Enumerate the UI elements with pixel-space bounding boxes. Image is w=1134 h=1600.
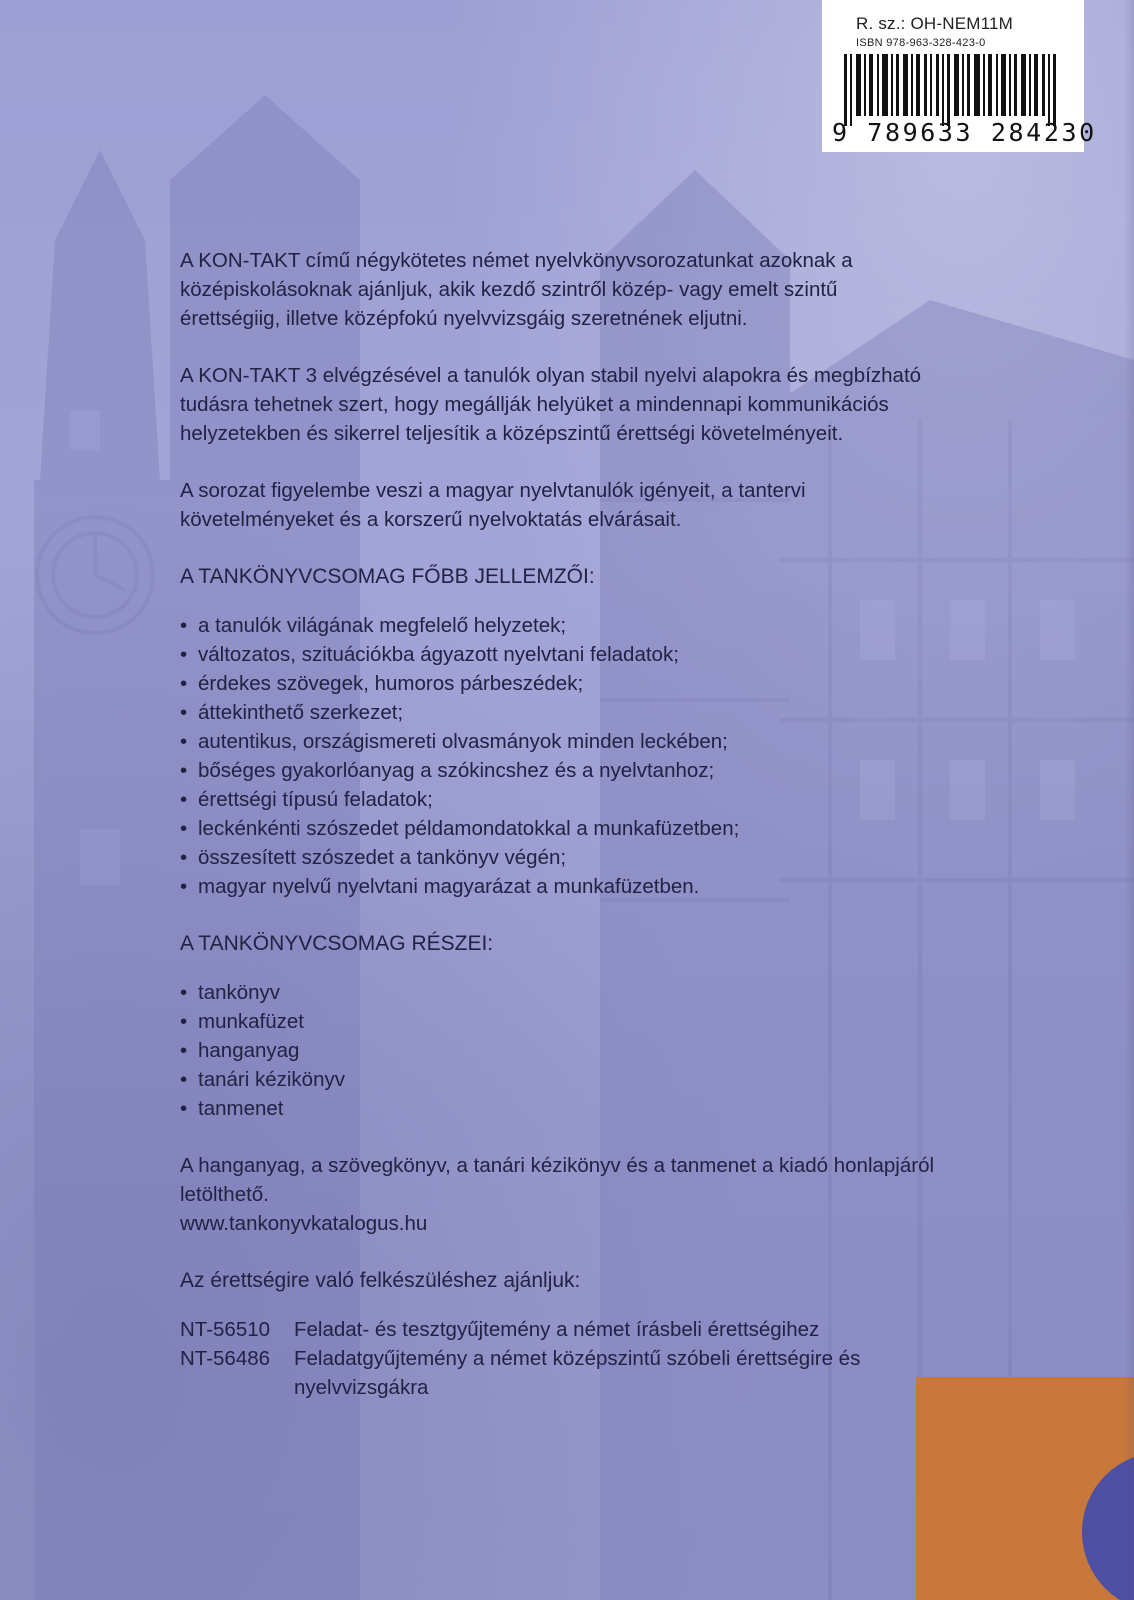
features-list-item: • érettségi típusú feladatok; (180, 785, 940, 814)
download-text: A hanganyag, a szövegkönyv, a tanári kézikönyv és a tanmenet a kiadó honlapjáról letölthető. (180, 1154, 935, 1206)
book-code: NT-56486 (180, 1347, 271, 1370)
description-text-block (180, 246, 940, 1402)
features-list-item: • összesített szószedet a tankönyv végén; (180, 843, 940, 872)
recommended-book (180, 1315, 940, 1344)
barcode-digits: 9 789633 284230 (832, 118, 1097, 147)
registry-number: R. sz.: OH-NEM11M (856, 14, 1014, 33)
series-paragraph: A sorozat figyelembe veszi a magyar nyelvtanulók igényeit, a tantervi követelményeket és a korszerű nyelvoktatás elvárásait. (180, 479, 806, 531)
features-list-item: • leckénkénti szószedet példamondatokkal a munkafüzetben; (180, 814, 940, 843)
barcode-label (822, 0, 1097, 152)
isbn-number: ISBN 978-963-328-423-0 (856, 37, 986, 49)
parts-list-item: • tanmenet (180, 1094, 940, 1123)
features-list-item: • változatos, szituációkba ágyazott nyelvtani feladatok; (180, 640, 940, 669)
website-link[interactable]: www.tankonyvkatalogus.hu (180, 1212, 428, 1235)
features-list-item: • bőséges gyakorlóanyag a szókincshez és a nyelvtanhoz; (180, 756, 940, 785)
page-edge-shadow (1124, 0, 1134, 1600)
features-list-item: • érdekes szövegek, humoros párbeszédek; (180, 669, 940, 698)
download-paragraph (180, 1151, 940, 1238)
barcode-bars (832, 54, 1074, 128)
features-list (180, 611, 940, 901)
parts-heading: A TANKÖNYVCSOMAG RÉSZEI: (180, 932, 494, 955)
parts-list-item: • tankönyv (180, 978, 940, 1007)
features-list-item: • áttekinthető szerkezet; (180, 698, 940, 727)
parts-list-item: • tanári kézikönyv (180, 1065, 940, 1094)
level-paragraph: A KON-TAKT 3 elvégzésével a tanulók olyan stabil nyelvi alapokra és megbízható tudásra tehetnek szert, hogy megállják helyüket a mindennapi kommunikációs helyzetekben és sikerrel teljesítik a középszintű érettségi követelményeit. (180, 364, 922, 445)
features-list-item: • autentikus, országismereti olvasmányok minden leckében; (180, 727, 940, 756)
book-title: Feladat- és tesztgyűjtemény a német írásbeli érettségihez (294, 1318, 820, 1341)
features-heading: A TANKÖNYVCSOMAG FŐBB JELLEMZŐI: (180, 565, 595, 588)
parts-list-item: • hanganyag (180, 1036, 940, 1065)
book-title: Feladatgyűjtemény a német középszintű szóbeli érettségire és nyelvvizsgákra (294, 1347, 861, 1399)
features-list-item: • magyar nyelvű nyelvtani magyarázat a munkafüzetben. (180, 872, 940, 901)
parts-list-item: • munkafüzet (180, 1007, 940, 1036)
intro-paragraph: A KON-TAKT című négykötetes német nyelvkönyvsorozatunkat azoknak a középiskolásoknak ajánljuk, akik kezdő szintről közép- vagy emelt szintű érettségiig, illetve középfokú nyelvvizsgáig szeretnének eljutni. (180, 249, 853, 330)
recommended-book (180, 1344, 940, 1402)
features-list-item: • a tanulók világának megfelelő helyzetek; (180, 611, 940, 640)
parts-list (180, 978, 940, 1123)
book-code: NT-56510 (180, 1318, 271, 1341)
recommendation-intro: Az érettségire való felkészüléshez ajánljuk: (180, 1269, 581, 1292)
